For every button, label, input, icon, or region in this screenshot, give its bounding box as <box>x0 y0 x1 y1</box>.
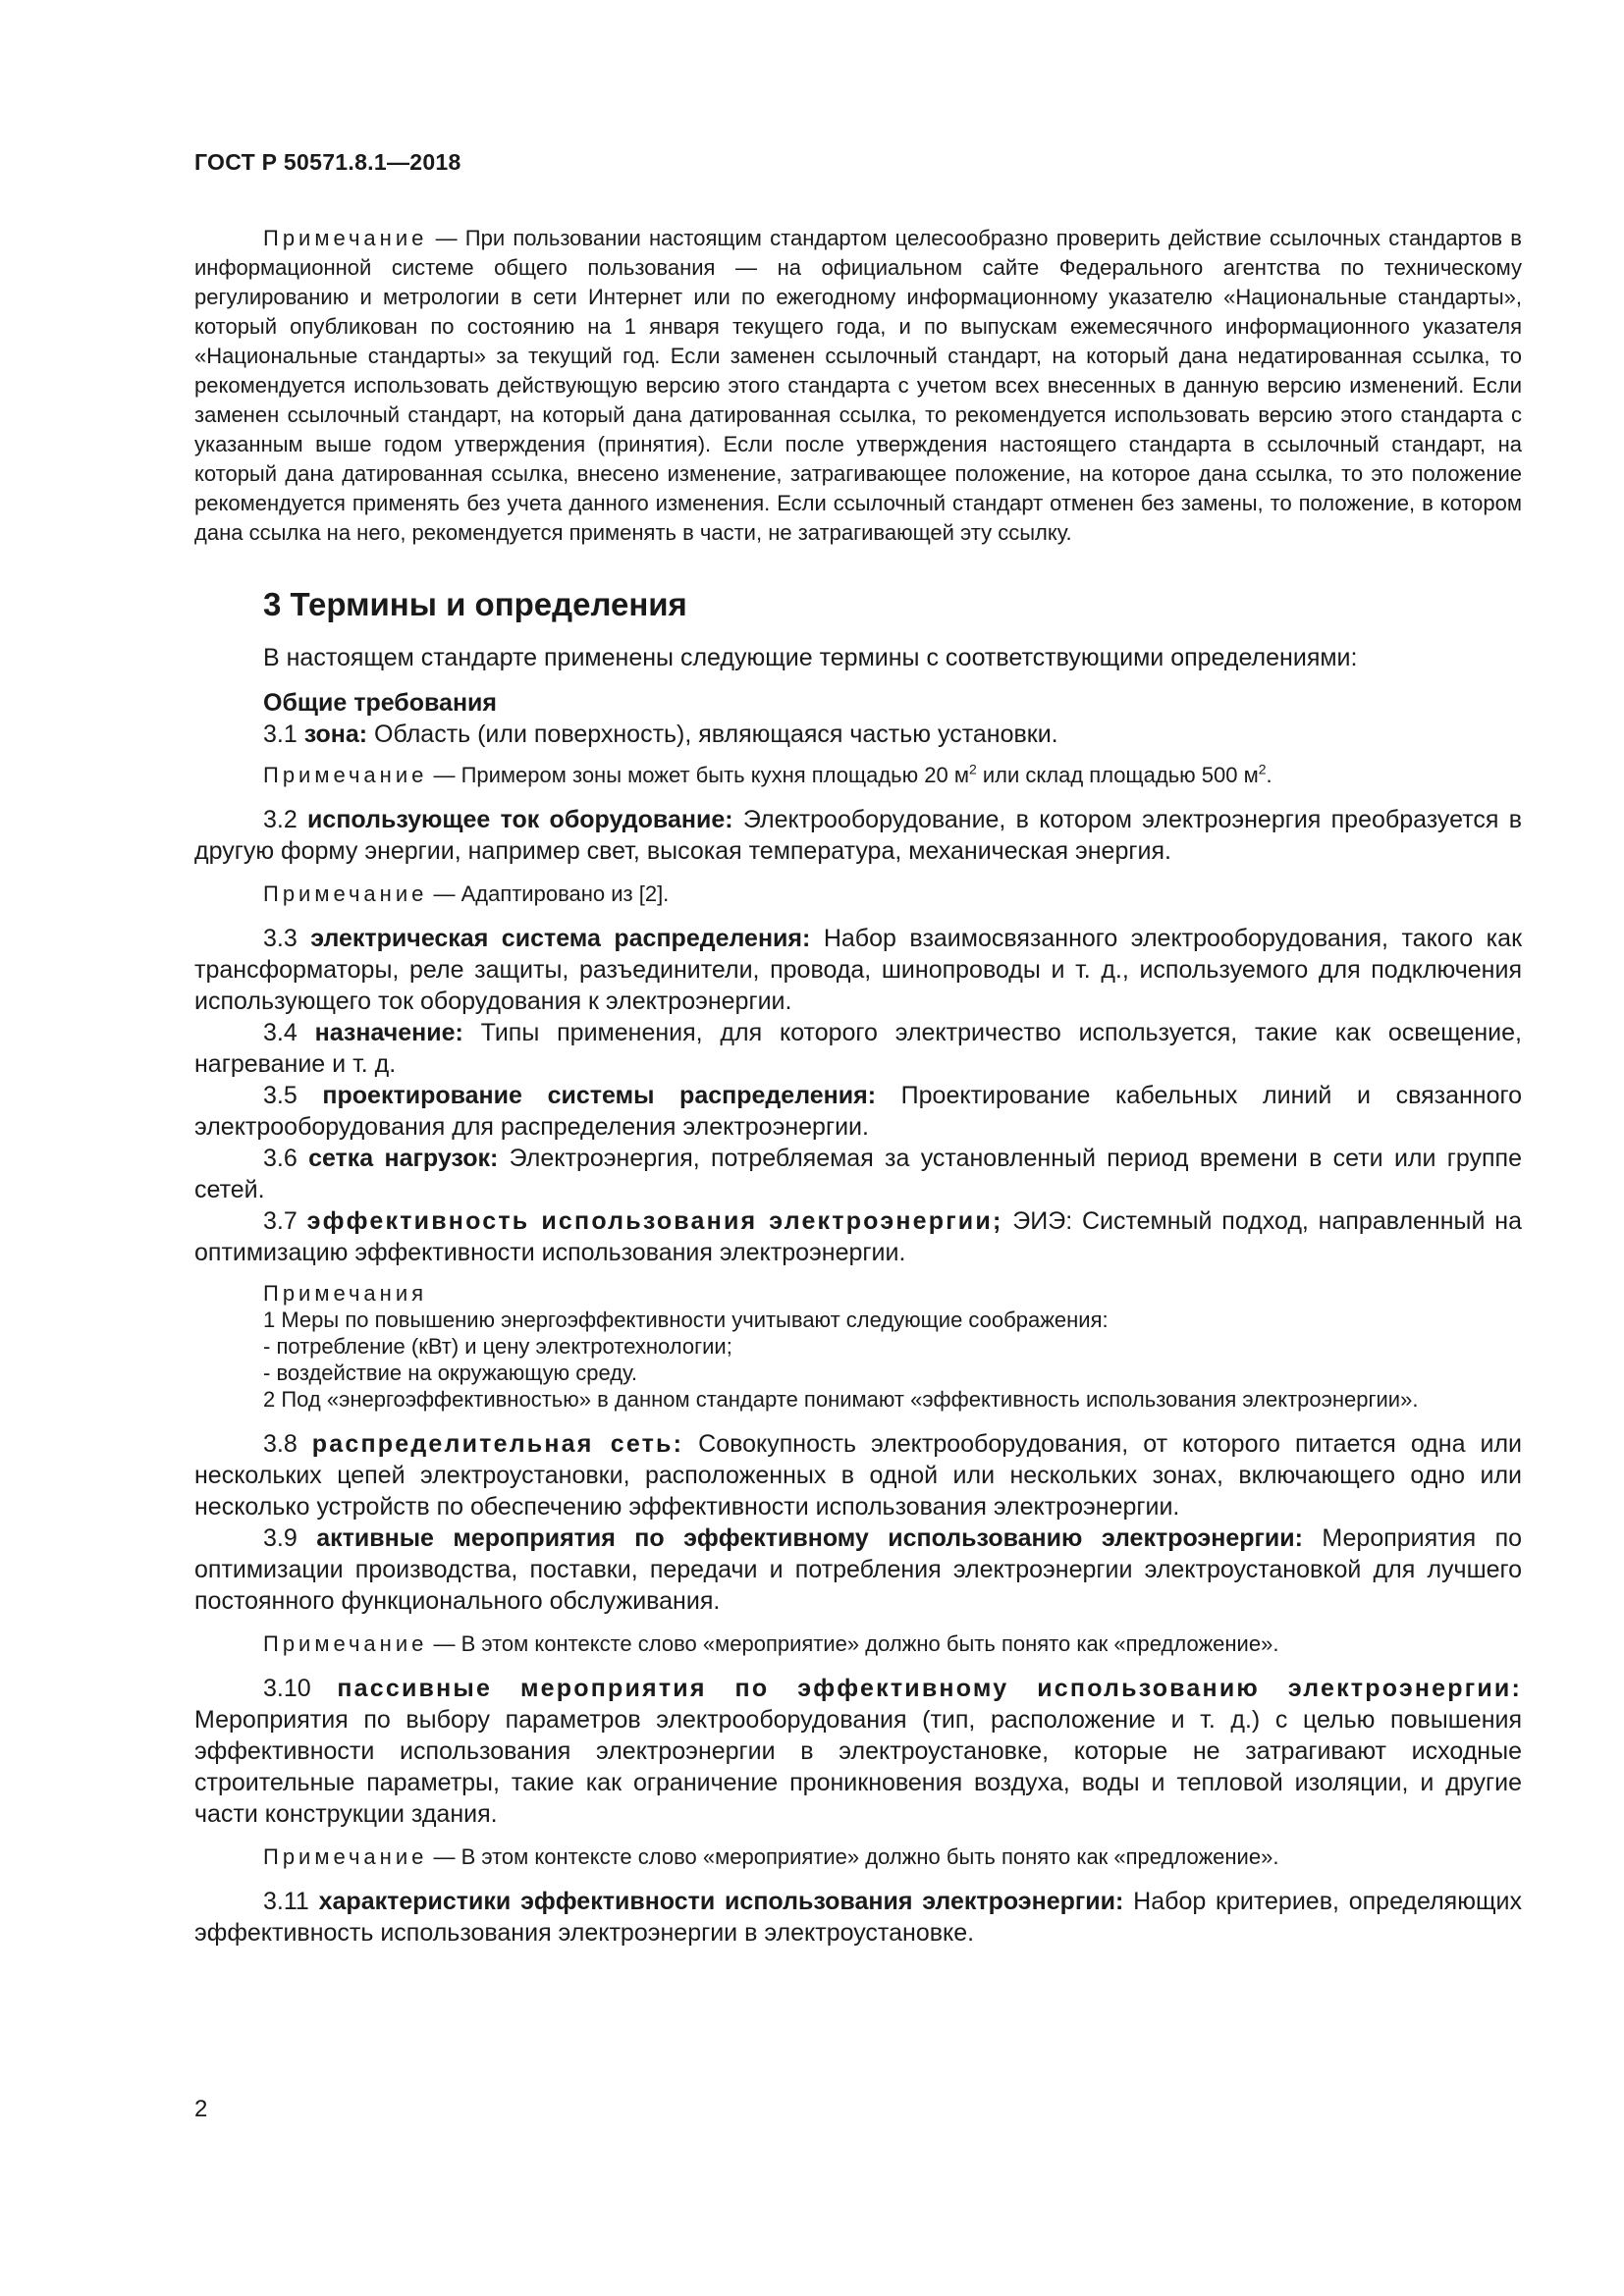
note-label-text: Примечания <box>263 1281 428 1306</box>
term-number: 3.2 <box>263 806 308 833</box>
note-label: Примечание <box>263 763 428 787</box>
term-number: 3.11 <box>263 1888 319 1915</box>
term-definition: Типы применения, для которого электричество используется, такие как освещение, нагревание и т. д. <box>194 1019 1523 1078</box>
term-name: электрическая система распределения: <box>310 925 811 952</box>
document-header: ГОСТ Р 50571.8.1—2018 <box>194 149 461 175</box>
term-name: сетка нагрузок: <box>308 1145 499 1172</box>
term-3-8 <box>194 1428 1522 1522</box>
note-3-2 <box>263 881 1522 907</box>
term-name: проектирование системы распределения: <box>322 1082 877 1109</box>
note-line <box>194 1386 1522 1413</box>
note-3-7 <box>263 1280 1522 1386</box>
note-3-10 <box>263 1843 1522 1870</box>
term-definition: Электроэнергия, потребляемая за установленный период времени в сети или группе сетей. <box>194 1145 1522 1203</box>
term-definition: Совокупность электрооборудования, от которого питается одна или нескольких цепей электроустановки, расположенных в одной или нескольких зонах, включающего одно или несколько устройств по обеспечению эффективности использования электроэнергии. <box>194 1430 1522 1521</box>
note-text: или склад площадью 500 м <box>976 763 1259 787</box>
term-3-1 <box>194 719 1522 750</box>
term-3-6 <box>194 1143 1522 1205</box>
section-title: 3 Термины и определения <box>263 586 687 622</box>
note-label <box>263 1280 1522 1307</box>
note-line: 1 Меры по повышению энергоэффективности учитывают следующие соображения: <box>263 1308 1109 1332</box>
term-definition: Мероприятия по выбору параметров электрооборудования (тип, расположение и т. д.) с целью повышения эффективности использования электроэнергии в электроустановке, которые не затрагивают исходные строительные параметры, такие как ограничение проникновения воздуха, воды и тепловой изоляции, и другие части конструкции здания. <box>194 1706 1522 1828</box>
term-3-3 <box>194 923 1522 1017</box>
term-definition: Область (или поверхность), являющаяся частью установки. <box>367 721 1058 748</box>
section-intro: В настоящем стандарте применены следующие термины с соответствующими определениями: <box>263 644 1358 671</box>
note-line-text: 2 Под «энергоэффективностью» в данном стандарте понимают «эффективность использования электроэнергии». <box>263 1387 1419 1412</box>
term-name: зона: <box>303 721 368 748</box>
term-name: эффективность использования электроэнергии; <box>306 1207 1003 1235</box>
subheading: Общие требования <box>263 689 498 717</box>
note-label: Примечание <box>263 1631 428 1656</box>
term-name: назначение: <box>314 1019 463 1046</box>
note-3-1 <box>263 762 1522 788</box>
term-3-9 <box>194 1522 1522 1617</box>
term-3-10 <box>194 1673 1522 1830</box>
term-definition: Мероприятия по оптимизации производства, поставки, передачи и потребления электроэнергии электроустановкой для лучшего постоянного функционального обслуживания. <box>194 1524 1523 1615</box>
term-definition: Электрооборудование, в котором электроэнергия преобразуется в другую форму энергии, например свет, высокая температура, механическая энергия. <box>194 806 1522 865</box>
term-definition: Набор взаимосвязанного электрооборудования, такого как трансформаторы, реле защиты, разъединители, провода, шинопроводы и т. д., используемого для подключения использующего ток оборудования к электроэнергии. <box>194 925 1523 1015</box>
term-3-2 <box>194 804 1522 867</box>
term-number: 3.6 <box>263 1145 309 1172</box>
term-name: характеристики эффективности использования электроэнергии: <box>318 1888 1124 1915</box>
term-number: 3.3 <box>263 925 311 952</box>
document-body <box>194 224 1522 1949</box>
superscript: 2 <box>968 761 977 777</box>
term-number: 3.8 <box>263 1430 312 1458</box>
term-definition: Проектирование кабельных линий и связанного электрооборудования для распределения электроэнергии. <box>194 1082 1522 1141</box>
term-definition: ЭИЭ: Системный подход, направленный на оптимизацию эффективности использования электроэнергии. <box>194 1207 1522 1266</box>
term-name: активные мероприятия по эффективному использованию электроэнергии: <box>316 1524 1303 1552</box>
note-line: - потребление (кВт) и цену электротехнологии; <box>263 1334 732 1359</box>
term-3-7 <box>194 1205 1522 1268</box>
note-text: . <box>1266 763 1272 787</box>
note-text: — Примером зоны может быть кухня площадью 20 м <box>427 763 969 787</box>
superscript: 2 <box>1258 761 1267 777</box>
note-line: - воздействие на окружающую среду. <box>263 1361 637 1385</box>
term-name: использующее ток оборудование: <box>307 806 733 833</box>
term-number: 3.1 <box>263 721 304 748</box>
note-3-9 <box>263 1630 1522 1657</box>
page-number: 2 <box>194 2096 208 2122</box>
note-label: Примечание <box>263 881 428 906</box>
term-3-11 <box>194 1886 1522 1949</box>
note-label: Примечание <box>263 1844 428 1869</box>
term-number: 3.7 <box>263 1207 307 1235</box>
note-text: — При пользовании настоящим стандартом целесообразно проверить действие ссылочных стандартов в информационной системе общего пользования — на официальном сайте Федерального агентства по техническому регулированию и метрологии в сети Интернет или по ежегодному информационному указателю «Национальные стандарты», который опубликован по состоянию на 1 января текущего года, и по выпускам ежемесячного информационного указателя «Национальные стандарты» за текущий год. Если заменен ссылочный стандарт, на который дана недатированная ссылка, то рекомендуется использовать действующую версию этого стандарта с учетом всех внесенных в данную версию изменений. Если заменен ссылочный стандарт, на который дана датированная ссылка, то рекомендуется использовать версию этого стандарта с указанным выше годом утверждения (принятия). Если после утверждения настоящего стандарта в ссылочный стандарт, на который дана датированная ссылка, внесено изменение, затрагивающее положение, на которое дана ссылка, то это положение рекомендуется применять без учета данного изменения. Если ссылочный стандарт отменен без замены, то положение, в котором дана ссылка на него, рекомендуется применять в части, не затрагивающей эту ссылку. <box>194 226 1522 545</box>
term-number: 3.10 <box>263 1675 338 1702</box>
note-text: — В этом контексте слово «мероприятие» должно быть понято как «предложение». <box>427 1631 1279 1656</box>
term-3-4 <box>194 1017 1522 1080</box>
note-text: — Адаптировано из [2]. <box>427 881 670 906</box>
term-name: распределительная сеть: <box>311 1430 684 1458</box>
term-3-5 <box>194 1080 1522 1143</box>
term-number: 3.9 <box>263 1524 317 1552</box>
term-number: 3.5 <box>263 1082 323 1109</box>
term-definition: Набор критериев, определяющих эффективность использования электроэнергии в электроустановке. <box>194 1888 1522 1947</box>
note-label: Примечание <box>263 226 428 250</box>
term-name: пассивные мероприятия по эффективному использованию электроэнергии: <box>337 1675 1522 1702</box>
term-number: 3.4 <box>263 1019 315 1046</box>
reference-note <box>194 224 1522 548</box>
note-text: — В этом контексте слово «мероприятие» должно быть понято как «предложение». <box>427 1844 1279 1869</box>
